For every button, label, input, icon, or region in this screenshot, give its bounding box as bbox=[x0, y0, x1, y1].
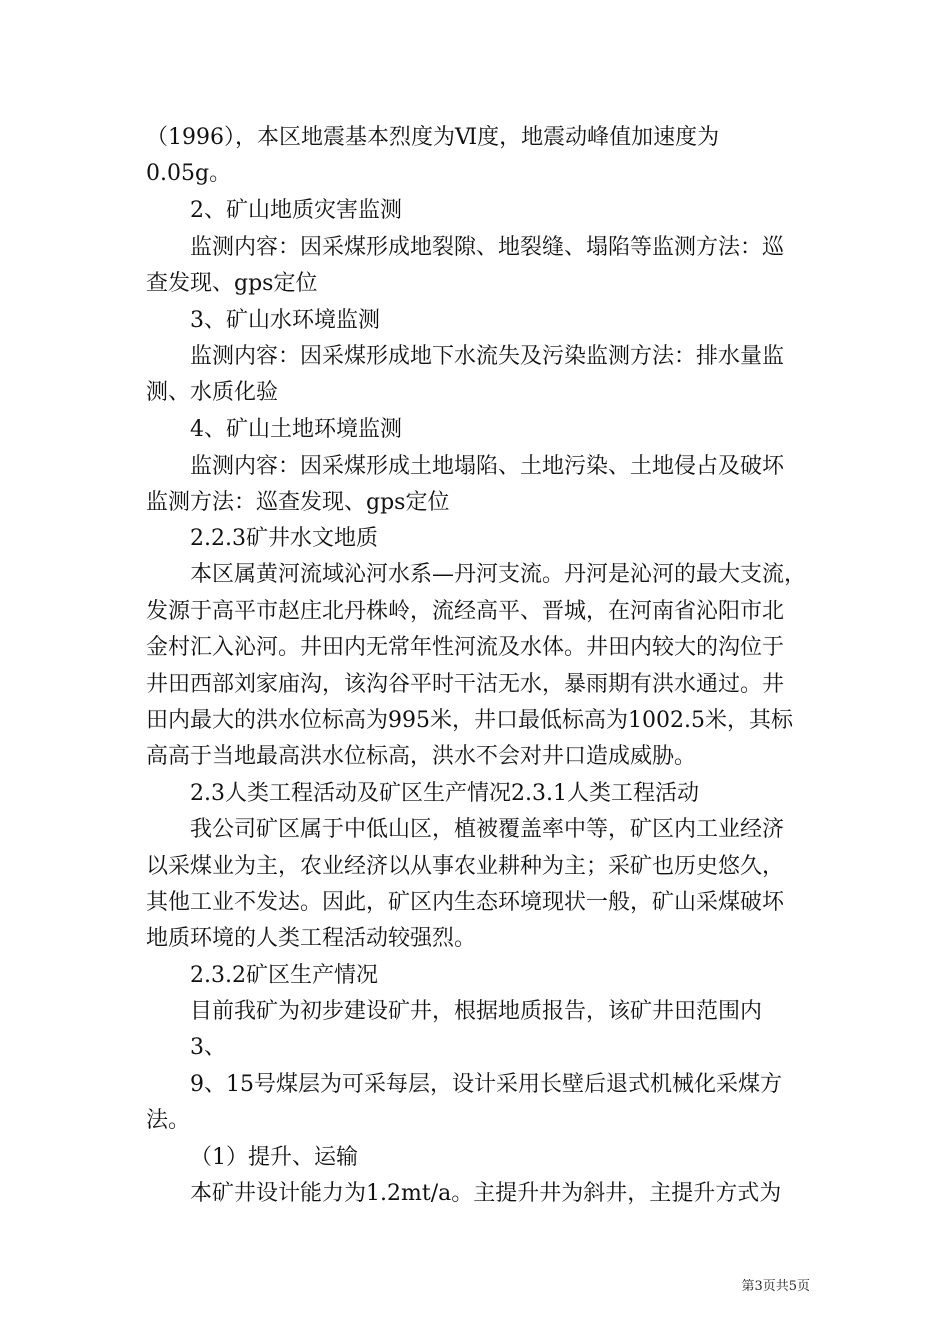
section-heading: 2.3.2矿区生产情况 bbox=[190, 963, 378, 988]
text-line: 监测方法：巡查发现、gps定位 bbox=[146, 490, 450, 515]
text-line: 目前我矿为初步建设矿井，根据地质报告，该矿井田范围内 bbox=[190, 999, 763, 1024]
text-line: 0.05g。 bbox=[146, 161, 232, 186]
text-line: 3、 bbox=[190, 1035, 226, 1060]
text-line: 查发现、gps定位 bbox=[146, 271, 318, 296]
section-heading: 2、矿山地质灾害监测 bbox=[190, 198, 402, 223]
text-line: 其他工业不发达。因此，矿区内生态环境现状一般，矿山采煤破坏 bbox=[146, 890, 785, 915]
section-heading: 2.3人类工程活动及矿区生产情况2.3.1人类工程活动 bbox=[190, 781, 699, 806]
text-line: 发源于高平市赵庄北丹株岭，流经高平、晋城，在河南省沁阳市北 bbox=[146, 599, 785, 624]
text-line: 监测内容：因采煤形成地裂隙、地裂缝、塌陷等监测方法：巡 bbox=[190, 235, 785, 260]
text-line: 金村汇入沁河。井田内无常年性河流及水体。井田内较大的沟位于 bbox=[146, 635, 785, 660]
section-heading: 3、矿山水环境监测 bbox=[190, 308, 380, 333]
text-line: 9、15号煤层为可采每层，设计采用长壁后退式机械化采煤方 bbox=[190, 1072, 782, 1097]
text-line: 监测内容：因采煤形成土地塌陷、土地污染、土地侵占及破坏 bbox=[190, 454, 785, 479]
text-line: （1996），本区地震基本烈度为Ⅵ度，地震动峰值加速度为 bbox=[146, 125, 720, 150]
text-line: 监测内容：因采煤形成地下水流失及污染监测方法：排水量监 bbox=[190, 344, 785, 369]
text-line: 地质环境的人类工程活动较强烈。 bbox=[146, 926, 477, 951]
text-line: 测、水质化验 bbox=[146, 380, 279, 405]
text-line: 田内最大的洪水位标高为995米，井口最低标高为1002.5米，其标 bbox=[146, 708, 793, 733]
section-heading: （1）提升、运输 bbox=[190, 1145, 358, 1170]
section-heading: 2.2.3矿井水文地质 bbox=[190, 526, 378, 551]
text-line: 本矿井设计能力为1.2mt/a。主提升井为斜井，主提升方式为 bbox=[190, 1181, 782, 1206]
text-line: 法。 bbox=[146, 1108, 191, 1133]
text-line: 井田西部刘家庙沟，该沟谷平时干沽无水，暴雨期有洪水通过。井 bbox=[146, 672, 785, 697]
text-line: 我公司矿区属于中低山区，植被覆盖率中等，矿区内工业经济 bbox=[190, 817, 785, 842]
text-line: 高高于当地最高洪水位标高，洪水不会对井口造成威胁。 bbox=[146, 744, 697, 769]
text-line: 本区属黄河流域沁河水系—丹河支流。丹河是沁河的最大支流， bbox=[190, 562, 807, 587]
page-number: 第3页共5页 bbox=[741, 1279, 810, 1294]
section-heading: 4、矿山土地环境监测 bbox=[190, 417, 402, 442]
text-line: 以采煤业为主，农业经济以从事农业耕种为主；采矿也历史悠久， bbox=[146, 854, 785, 879]
